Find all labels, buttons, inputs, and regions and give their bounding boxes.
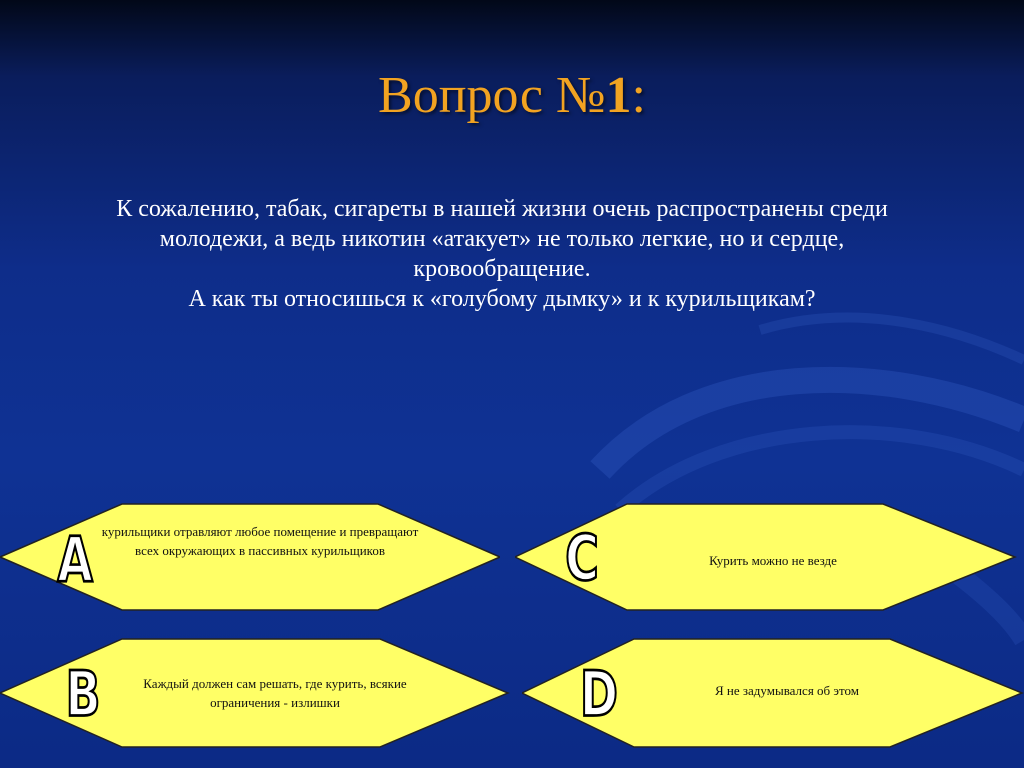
- intro-question: А как ты относишься к «голубому дымку» и к курильщикам?: [188, 286, 816, 312]
- answer-text-b: Каждый должен сам решать, где курить, всякие ограничения - излишки: [143, 676, 407, 710]
- answer-option-c[interactable]: [515, 503, 1024, 611]
- answer-text-d: Я не задумывался об этом: [715, 683, 859, 698]
- answer-letter-a: A: [57, 523, 93, 597]
- answer-text-a: курильщики отравляют любое помещение и превращают всех окружающих в пассивных курильщиков: [101, 524, 419, 558]
- answer-letter-b: B: [65, 657, 101, 731]
- intro-paragraph: К сожалению, табак, сигареты в нашей жизни очень распространены среди молодежи, а ведь никотин «атакует» не только легкие, но и сердце, кровообращение.: [116, 196, 888, 282]
- answer-letter-d: D: [579, 657, 619, 731]
- slide-title: [0, 62, 1024, 130]
- title-suffix: :: [631, 67, 646, 124]
- answer-option-a[interactable]: [0, 503, 500, 611]
- title-prefix: Вопрос №: [378, 67, 606, 124]
- question-text: [70, 194, 934, 314]
- answer-letter-c: C: [565, 521, 599, 595]
- title-number: 1: [605, 67, 632, 124]
- answer-text-c: Курить можно не везде: [709, 553, 837, 568]
- answer-option-d[interactable]: [522, 638, 1024, 748]
- answer-option-b[interactable]: [0, 638, 510, 748]
